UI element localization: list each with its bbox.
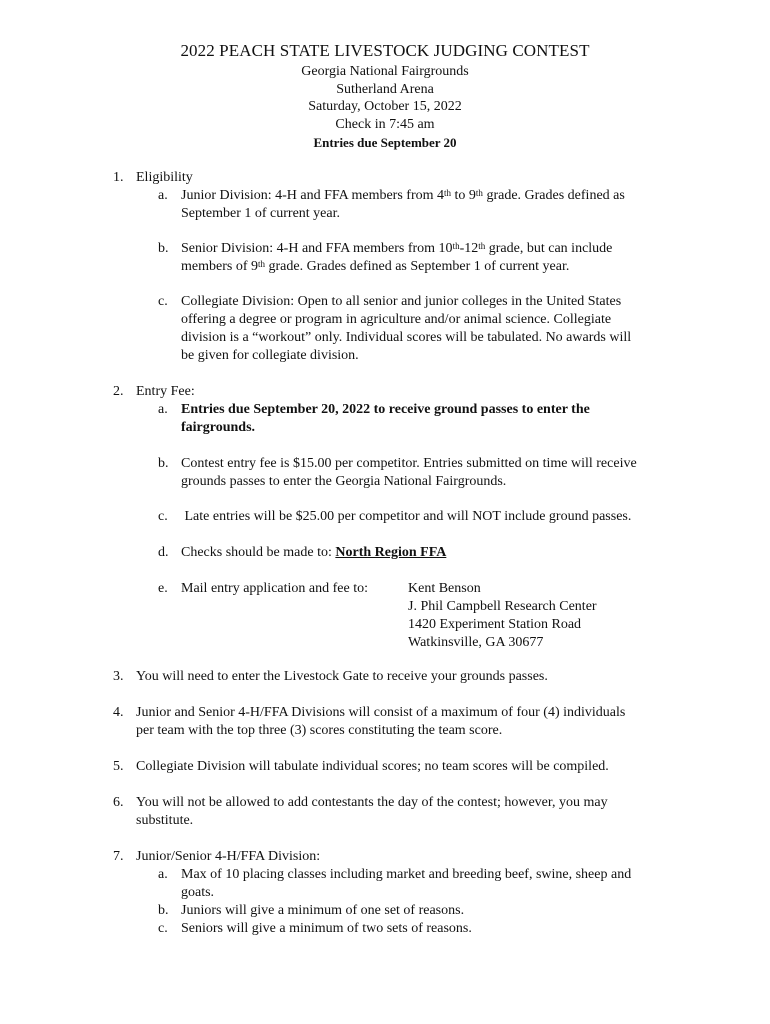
section-2d-label: d.: [158, 545, 169, 560]
section-2c-label: c.: [158, 509, 168, 524]
section-2e-text: Mail entry application and fee to:: [181, 581, 368, 596]
section-2-number: 2.: [113, 384, 124, 399]
entries-due-line: Entries due September 20: [313, 135, 457, 150]
section-2c-line-1: Late entries will be $25.00 per competitor and will NOT include ground passes.: [181, 509, 632, 524]
section-1b-label: b.: [158, 241, 169, 256]
section-1c-label: c.: [158, 294, 168, 309]
section-2b-label: b.: [158, 456, 169, 471]
section-6-line-2: substitute.: [136, 813, 194, 828]
section-5-line-1: Collegiate Division will tabulate individual scores; no team scores will be compiled.: [136, 759, 609, 774]
arena-line: Sutherland Arena: [336, 82, 434, 97]
section-7c-label: c.: [158, 921, 168, 936]
address-line-name: Kent Benson: [408, 581, 481, 596]
date-line: Saturday, October 15, 2022: [308, 99, 462, 114]
section-1a-line-2: September 1 of current year.: [181, 206, 340, 221]
section-2a-label: a.: [158, 402, 168, 417]
section-7a-label: a.: [158, 867, 168, 882]
section-3-number: 3.: [113, 669, 124, 684]
section-4-line-1: Junior and Senior 4-H/FFA Divisions will consist of a maximum of four (4) individuals: [136, 705, 626, 720]
section-1b-line-2: members of 9th grade. Grades defined as September 1 of current year.: [181, 259, 570, 274]
section-1c-line-2: offering a degree or program in agriculture and/or animal science. Collegiate: [181, 312, 612, 327]
section-2-title: Entry Fee:: [136, 384, 195, 399]
section-2b-line-2: grounds passes to enter the Georgia National Fairgrounds.: [181, 474, 507, 489]
section-7b-line-1: Juniors will give a minimum of one set of reasons.: [181, 903, 465, 918]
section-3-line-1: You will need to enter the Livestock Gate to receive your grounds passes.: [136, 669, 548, 684]
section-2a-line-2: fairgrounds.: [181, 420, 256, 435]
section-1-number: 1.: [113, 170, 124, 185]
section-2a-line-1: Entries due September 20, 2022 to receive ground passes to enter the: [181, 402, 590, 417]
section-7c-line-1: Seniors will give a minimum of two sets of reasons.: [181, 921, 472, 936]
section-7-title: Junior/Senior 4-H/FFA Division:: [136, 849, 321, 864]
section-4-number: 4.: [113, 705, 124, 720]
document-title: 2022 PEACH STATE LIVESTOCK JUDGING CONTEST: [180, 41, 590, 60]
section-6-line-1: You will not be allowed to add contestants the day of the contest; however, you may: [136, 795, 608, 810]
checkin-line: Check in 7:45 am: [335, 117, 435, 132]
section-7-number: 7.: [113, 849, 124, 864]
section-7a-line-1: Max of 10 placing classes including market and breeding beef, swine, sheep and: [181, 867, 632, 882]
section-2e-label: e.: [158, 581, 168, 596]
section-1-title: Eligibility: [136, 170, 193, 185]
section-1a-line-1: Junior Division: 4-H and FFA members from 4th to 9th grade. Grades defined as: [181, 188, 625, 203]
section-1c-line-1: Collegiate Division: Open to all senior and junior colleges in the United States: [181, 294, 622, 309]
section-2b-line-1: Contest entry fee is $15.00 per competitor. Entries submitted on time will receive: [181, 456, 637, 471]
section-1a-label: a.: [158, 188, 168, 203]
section-2d-line: Checks should be made to: North Region FFA: [181, 545, 447, 560]
address-line-street: 1420 Experiment Station Road: [408, 617, 582, 632]
payee-name: North Region FFA: [335, 545, 447, 560]
section-7b-label: b.: [158, 903, 169, 918]
section-1c-line-3: division is a “workout” only. Individual scores will be tabulated. No awards will: [181, 330, 632, 345]
section-7a-line-2: goats.: [181, 885, 215, 900]
venue-line: Georgia National Fairgrounds: [301, 64, 469, 79]
address-line-city: Watkinsville, GA 30677: [408, 635, 544, 650]
section-4-line-2: per team with the top three (3) scores constituting the team score.: [136, 723, 503, 738]
address-line-org: J. Phil Campbell Research Center: [408, 599, 597, 614]
section-1c-line-4: be given for collegiate division.: [181, 348, 359, 363]
section-6-number: 6.: [113, 795, 124, 810]
section-1b-line-1: Senior Division: 4-H and FFA members from 10th-12th grade, but can include: [181, 241, 613, 256]
section-5-number: 5.: [113, 759, 124, 774]
